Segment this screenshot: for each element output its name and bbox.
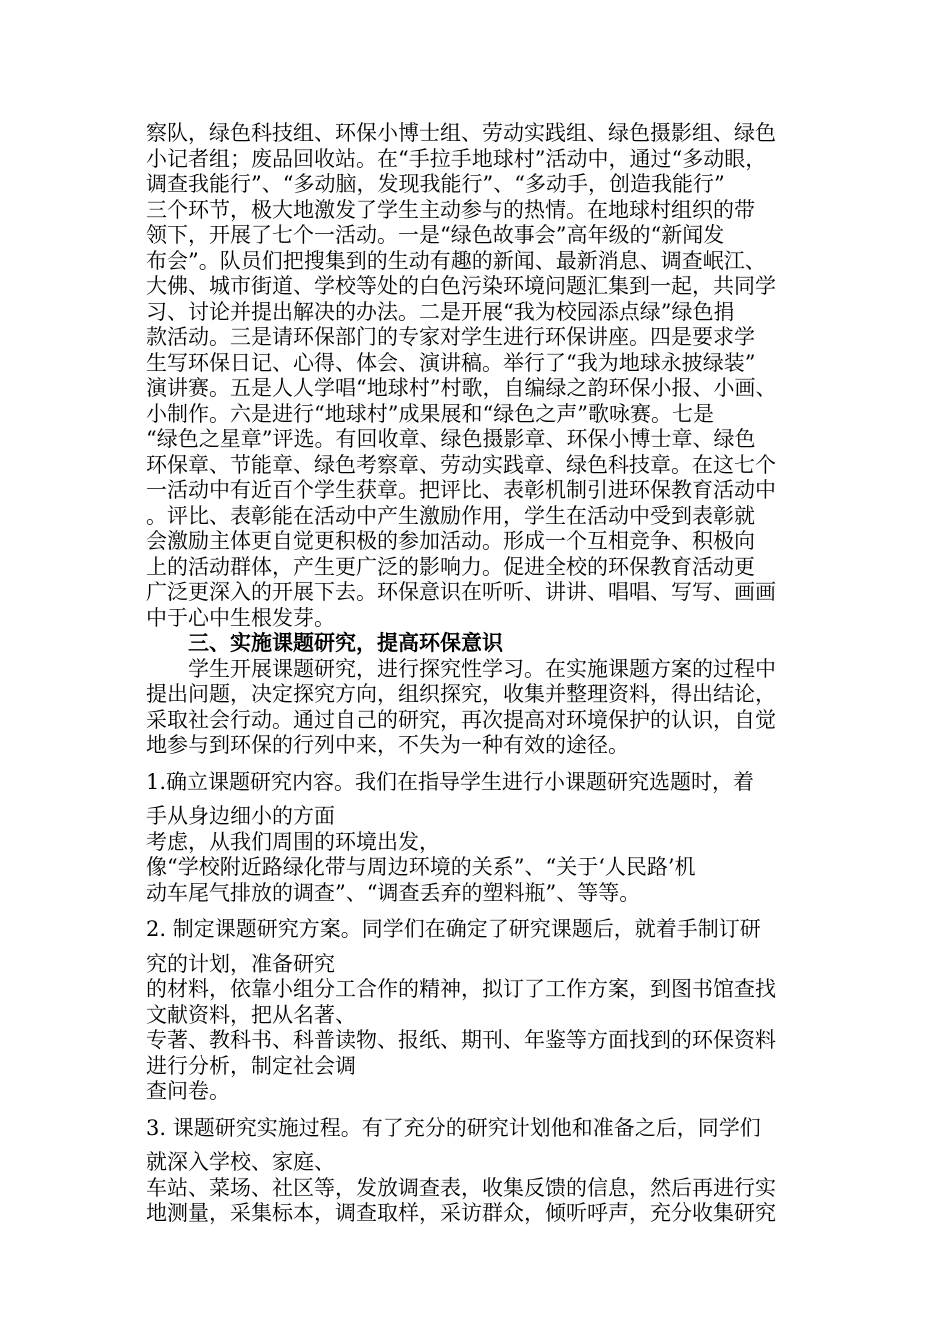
text-line: 提出问题，决定探究方向，组织探究，收集并整理资料，得出结论， [146,682,776,706]
text-line: 2. 制定课题研究方案。同学们在确定了研究课题后，就着手制订研 [146,917,761,941]
text-line: 1.确立课题研究内容。我们在指导学生进行小课题研究选题时，着 [146,769,755,794]
paragraph-activities [146,121,846,631]
text-line: 一活动中有近百个学生获章。把评比、表彰机制引进环保教育活动中 [146,478,776,502]
document-page [146,121,846,1227]
text-line: 地参与到环保的行列中来，不失为一种有效的途径。 [146,733,629,757]
text-line: 动车尾气排放的调查”、“调查丢弃的塑料瓶”、等等。 [146,880,641,905]
list-item-content [146,770,846,907]
text-line: 察队，绿色科技组、环保小博士组、劳动实践组、绿色摄影组、绿色 [146,121,776,145]
text-line: 像“学校附近路绿化带与周边环境的关系”、“关于‘人民路’机 [146,855,696,879]
section-heading: 三、实施课题研究，提高环保意识 [188,631,503,655]
text-line: 学生开展课题研究，进行探究性学习。在实施课题方案的过程中 [188,656,776,681]
text-line: 查问卷。 [146,1079,230,1103]
text-line: 手从身边细小的方面 [146,804,335,828]
text-line: 进行分析，制定社会调 [146,1053,356,1078]
text-line: 领下，开展了七个一活动。一是“绿色故事会”高年级的“新闻发 [146,223,725,247]
text-line: 布会”。队员们把搜集到的生动有趣的新闻、最新消息、调查岷江、 [146,248,766,273]
paragraph-research-intro [146,657,846,759]
text-line: 调查我能行”、“多动脑，发现我能行”、“多动手，创造我能行” [146,172,725,196]
text-line: 究的计划，准备研究 [146,951,335,976]
text-line: 文献资料，把从名著、 [146,1002,356,1027]
list-item-implementation [146,1116,846,1227]
text-line: “绿色之星章”评选。有回收章、绿色摄影章、环保小博士章、绿色 [146,427,756,451]
text-line: 地测量，采集标本，调查取样，采访群众，倾听呼声，充分收集研究 [146,1201,776,1225]
list-item-plan [146,917,846,1105]
text-line: 就深入学校、家庭、 [146,1150,335,1174]
text-line: 。评比、表彰能在活动中产生激励作用，学生在活动中受到表彰就 [146,503,755,528]
text-line: 习、讨论并提出解决的办法。二是开展“我为校园添点绿”绿色捐 [146,299,735,324]
text-line: 三个环节，极大地激发了学生主动参与的热情。在地球村组织的带 [146,197,755,222]
text-line: 考虑，从我们周围的环境出发， [146,829,440,854]
text-line: 演讲赛。五是人人学唱“地球村”村歌，自编绿之韵环保小报、小画、 [146,376,777,400]
text-line: 小记者组；废品回收站。在“手拉手地球村”活动中，通过“多动眼， [146,146,767,171]
text-line: 大佛、城市街道、学校等处的白色污染环境问题汇集到一起，共同学 [146,274,776,298]
text-line: 采取社会行动。通过自己的研究，再次提高对环境保护的认识，自觉 [146,707,776,732]
text-line: 小制作。六是进行“地球村”成果展和“绿色之声”歌咏赛。七是 [146,401,714,426]
text-line: 款活动。三是请环保部门的专家对学生进行环保讲座。四是要求学 [146,325,755,349]
text-line: 会激励主体更自觉更积极的参加活动。形成一个互相竞争、积极向 [146,529,755,553]
text-line: 环保章、节能章、绿色考察章、劳动实践章、绿色科技章。在这七个 [146,452,776,477]
text-line: 中于心中生根发芽。 [146,605,335,630]
text-line: 3. 课题研究实施过程。有了充分的研究计划他和准备之后，同学们 [146,1115,761,1140]
text-line: 生写环保日记、心得、体会、演讲稿。举行了“我为地球永披绿装” [146,350,756,375]
text-line: 上的活动群体，产生更广泛的影响力。促进全校的环保教育活动更 [146,554,755,579]
text-line: 的材料，依靠小组分工合作的精神，拟订了工作方案，到图书馆查找 [146,977,776,1001]
text-line: 广泛更深入的开展下去。环保意识在听听、讲讲、唱唱、写写、画画 [146,580,776,604]
text-line: 专著、教科书、科普读物、报纸、期刊、年鉴等方面找到的环保资料 [146,1028,776,1052]
text-line: 车站、菜场、社区等，发放调查表，收集反馈的信息，然后再进行实 [146,1175,776,1200]
